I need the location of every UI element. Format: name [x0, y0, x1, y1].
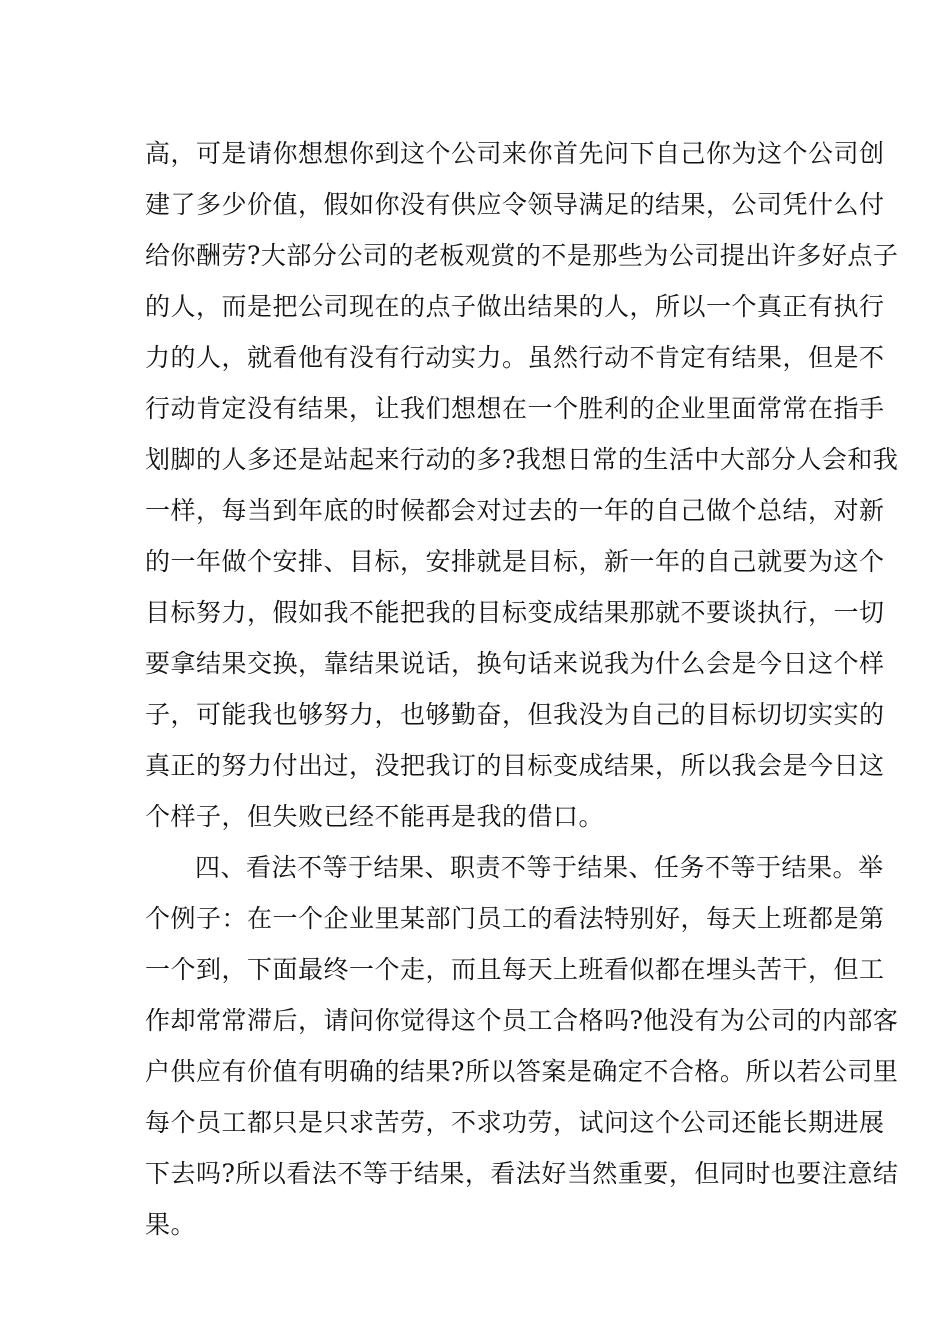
text-line: 的人，而是把公司现在的点子做出结果的人，所以一个真正有执行 — [145, 292, 885, 321]
text-line: 高，可是请你想想你到这个公司来你首先问下自己你为这个公司创 — [145, 139, 885, 168]
text-line: 一样，每当到年底的时候都会对过去的一年的自己做个总结，对新 — [145, 496, 885, 525]
text-line: 真正的努力付出过，没把我订的目标变成结果，所以我会是今日这 — [145, 751, 885, 780]
text-line: 个例子：在一个企业里某部门员工的看法特别好，每天上班都是第 — [145, 904, 885, 933]
text-line: 子，可能我也够努力，也够勤奋，但我没为自己的目标切切实实的 — [145, 700, 885, 729]
document-page — [145, 128, 899, 1250]
text-line: 四、看法不等于结果、职责不等于结果、任务不等于结果。举 — [195, 853, 884, 882]
text-line: 个样子，但失败已经不能再是我的借口。 — [145, 802, 605, 831]
text-line: 每个员工都只是只求苦劳，不求功劳，试问这个公司还能长期进展 — [145, 1108, 885, 1137]
text-line: 的一年做个安排、目标，安排就是目标，新一年的自己就要为这个 — [145, 547, 885, 576]
text-line: 建了多少价值，假如你没有供应令领导满足的结果，公司凭什么付 — [145, 190, 885, 219]
text-line: 行动肯定没有结果，让我们想想在一个胜利的企业里面常常在指手 — [145, 394, 885, 423]
paragraph-section-four — [145, 842, 899, 1250]
text-line: 作却常常滞后，请问你觉得这个员工合格吗?他没有为公司的内部客 — [145, 1006, 899, 1035]
text-line: 给你酬劳?大部分公司的老板观赏的不是那些为公司提出许多好点子 — [145, 241, 899, 270]
text-line: 要拿结果交换，靠结果说话，换句话来说我为什么会是今日这个样 — [145, 649, 885, 678]
text-line: 划脚的人多还是站起来行动的多?我想日常的生活中大部分人会和我 — [145, 445, 899, 474]
text-line: 果。 — [145, 1210, 197, 1239]
text-line: 下去吗?所以看法不等于结果，看法好当然重要，但同时也要注意结 — [145, 1159, 899, 1188]
text-line: 力的人，就看他有没有行动实力。虽然行动不肯定有结果，但是不 — [145, 343, 885, 372]
text-line: 目标努力，假如我不能把我的目标变成结果那就不要谈执行，一切 — [145, 598, 885, 627]
paragraph-continued — [145, 128, 899, 842]
text-line: 户供应有价值有明确的结果?所以答案是确定不合格。所以若公司里 — [145, 1057, 899, 1086]
text-line: 一个到，下面最终一个走，而且每天上班看似都在埋头苦干，但工 — [145, 955, 885, 984]
